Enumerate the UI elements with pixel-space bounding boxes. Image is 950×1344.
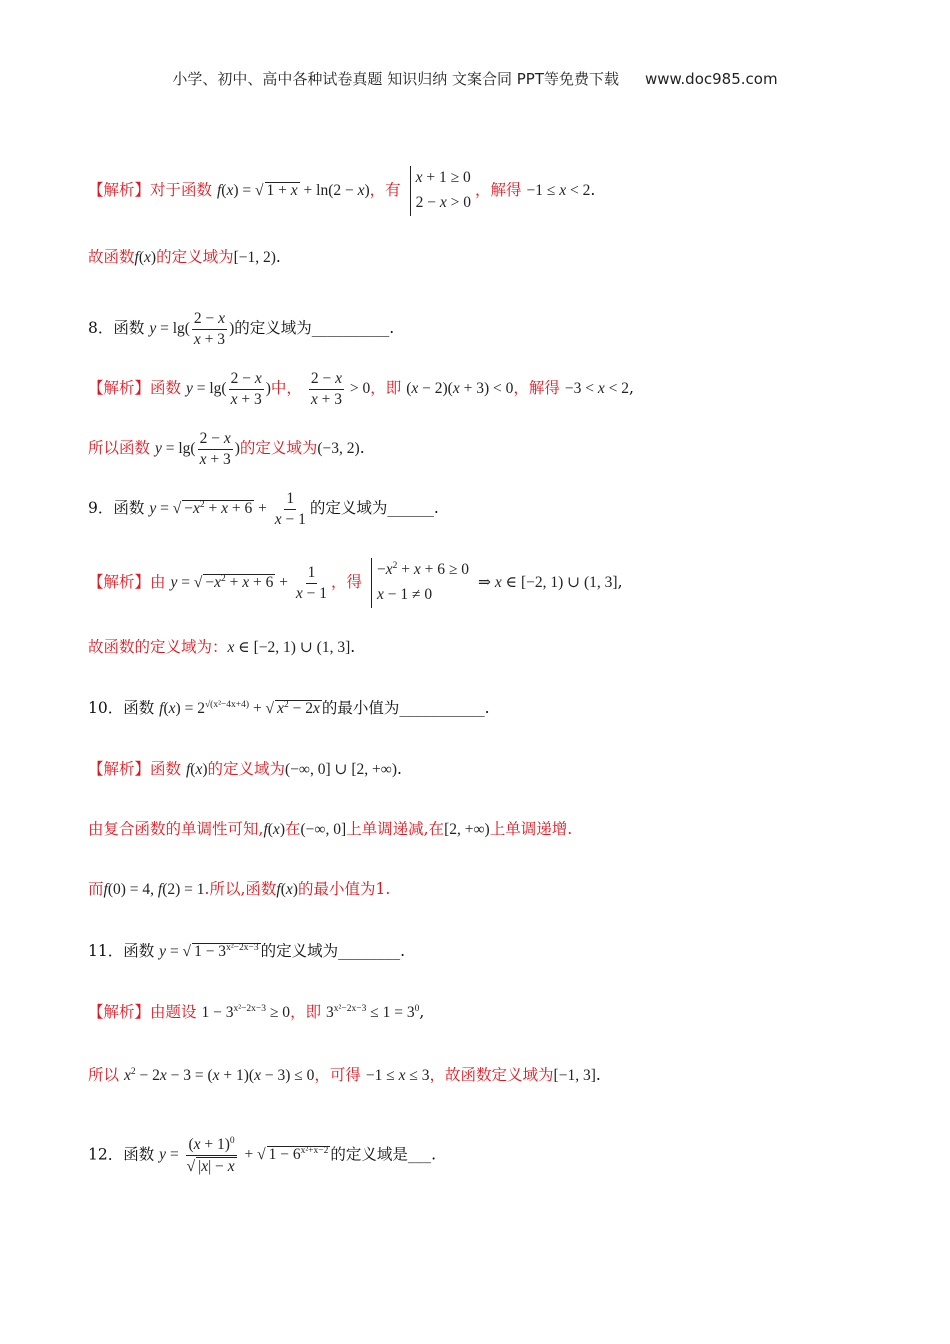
solution-9-conclusion: 故函数的定义域为：x ∈ [−2, 1) ∪ (1, 3].: [88, 638, 356, 656]
formula: f(x) = √ 1 + x + ln(2 − x): [216, 181, 370, 199]
solution-label: 【解析】: [88, 180, 151, 199]
solution-11: 【解析】由题设 $1 - 3^{x^2-2x-3} \ge 0$，即 $3^{x^2-2x-3} \le 1 = 3^0$,: [88, 1003, 425, 1022]
solution-10-monotonic: 由复合函数的单调性可知,f(x)在(−∞, 0]上单调递减,在[2, +∞)上单调递增.: [88, 820, 573, 838]
question-12: 12．函数 y = $\frac{(x + 1)^0}{√ |x| - x}$ + √ $1 - 6^{x^2+x-2}$ 的定义域是___.: [88, 1136, 437, 1175]
question-11: 11．函数 y = √ $1 - 3^{x^2-2x-3}$ 的定义域为________.: [88, 942, 406, 961]
question-9: 9．函数 y = √ $-x^2 + x + 6$ + $\frac{1}{x - 1}$ 的定义域为______.: [88, 490, 439, 528]
solution-line-1: 【解析】对于函数 f(x) = √ 1 + x + ln(2 − x)，有 x + 1 ≥ 0 2 − x > 0 ，解得 −1 ≤ x < 2.: [88, 166, 595, 216]
header-text: 小学、初中、高中各种试卷真题 知识归纳 文案合同 PPT等免费下载: [172, 70, 619, 88]
solution-11-conclusion: 所以 $x^2 - 2x - 3 = (x + 1)(x - 3) \le 0$，可得 −1 ≤ x ≤ 3，故函数定义域为[−1, 3].: [88, 1066, 601, 1085]
inequality-system: x + 1 ≥ 0 2 − x > 0: [410, 166, 471, 216]
solution-8-conclusion: 所以函数 y = lg( $\frac{2 - x}{x + 3}$ )的定义域为(−3, 2).: [88, 430, 365, 468]
header-url: www.doc985.com: [644, 70, 778, 88]
page-header: [0, 68, 950, 89]
solution-10-minimum: 而f(0) = 4, f(2) = 1.所以,函数f(x)的最小值为1.: [88, 880, 391, 898]
solution-line-2: 故函数f(x)的定义域为[−1, 2).: [88, 248, 281, 266]
solution-9: 【解析】由 y = √ $-x^2 + x + 6$ + $\frac{1}{x - 1}$ ，得 $-x^2 + x + 6 \ge 0$ x − 1 ≠ 0 ⇒ x ∈ [−2, 1) ∪ (1, 3],: [88, 558, 623, 608]
solution-8: 【解析】函数 y = lg( $\frac{2 - x}{x + 3}$ )中， $\frac{2 - x}{x + 3}$ > 0，即 (x − 2)(x + 3) < 0，解得 −3 < x < 2,: [88, 370, 634, 408]
question-8: 8．函数 y = lg( $\frac{2 - x}{x + 3}$ )的定义域为__________.: [88, 310, 395, 348]
solution-10: 【解析】函数 f(x)的定义域为(−∞, 0] ∪ [2, +∞).: [88, 760, 402, 778]
question-10: 10．函数 $f(x) = 2^{√(x^2-4x+4)}$ + √ $x^2 - 2x$ 的最小值为___________.: [88, 699, 490, 718]
